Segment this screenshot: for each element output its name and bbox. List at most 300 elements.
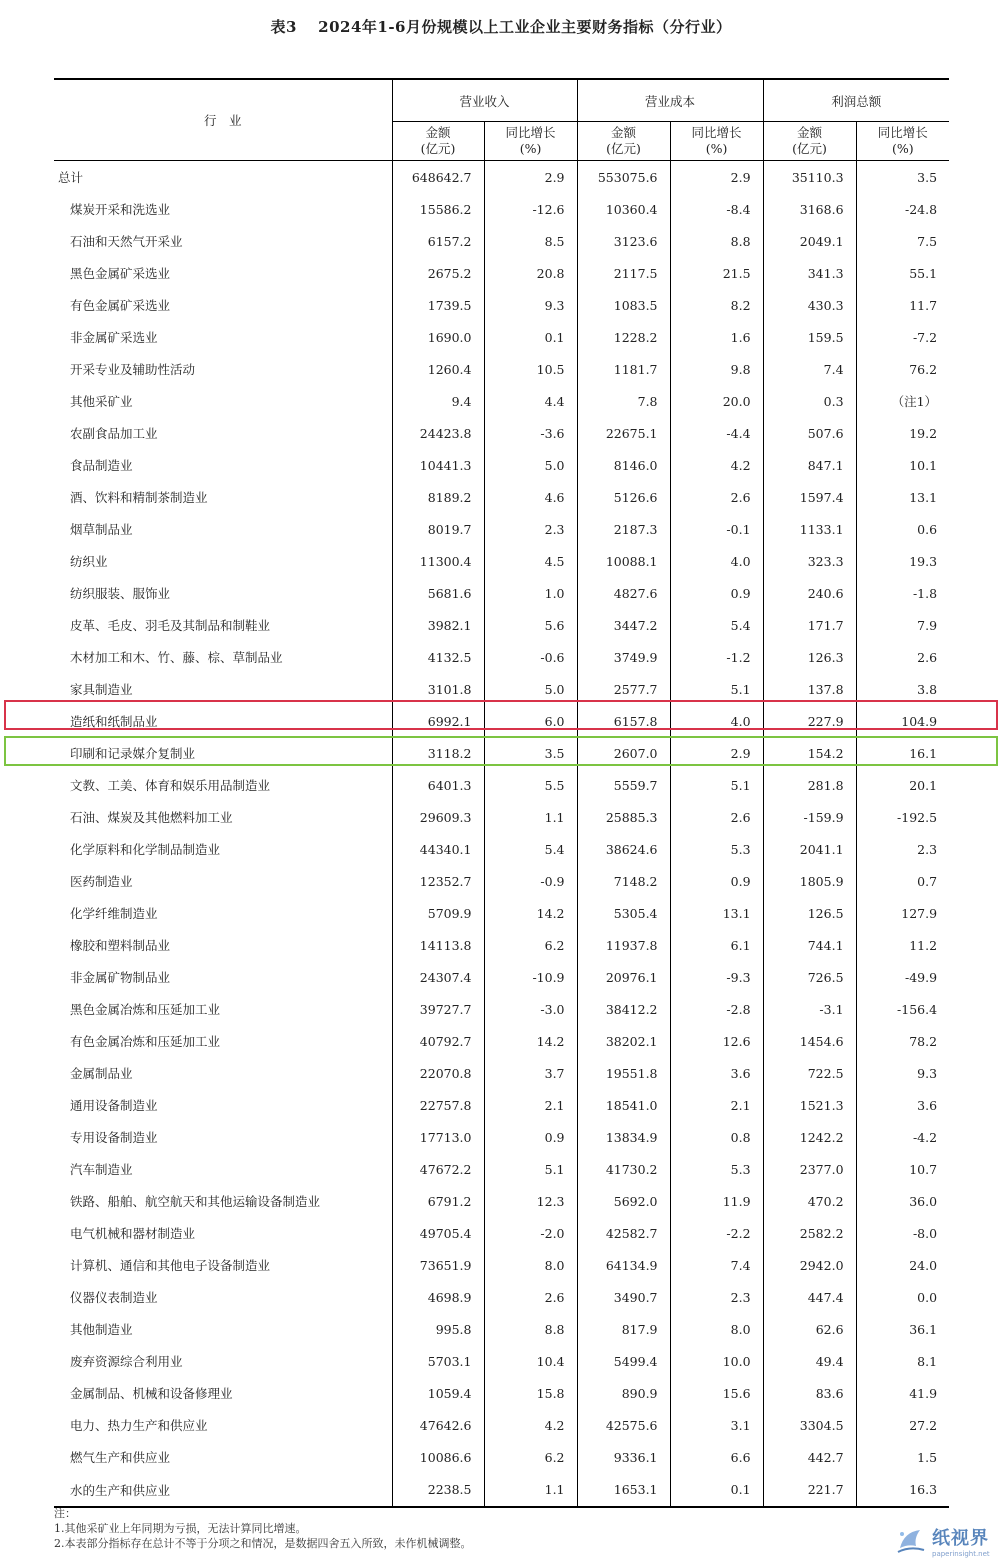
cost-growth-cell: 0.8: [670, 1121, 763, 1153]
profit-amount-cell: -159.9: [763, 801, 856, 833]
cost-amount-cell: 1228.2: [577, 321, 670, 353]
profit-growth-cell: 7.5: [856, 225, 949, 257]
cost-amount-cell: 2187.3: [577, 513, 670, 545]
table-row: [54, 1409, 949, 1441]
profit-amount-cell: 83.6: [763, 1377, 856, 1409]
revenue-amount-cell: 24307.4: [392, 961, 484, 993]
cost-header: 营业成本: [577, 79, 763, 122]
profit-growth-cell: 41.9: [856, 1377, 949, 1409]
table-row: [54, 1473, 949, 1507]
revenue-growth-cell: 14.2: [484, 897, 577, 929]
industry-name-cell: 其他采矿业: [70, 394, 133, 409]
industry-name-cell: 开采专业及辅助性活动: [70, 362, 196, 377]
revenue-growth-header: 同比增长 (%): [484, 122, 577, 161]
revenue-amount-cell: 22070.8: [392, 1057, 484, 1089]
profit-growth-cell: 24.0: [856, 1249, 949, 1281]
table-row: [54, 833, 949, 865]
watermark-url: paperinsight.net: [932, 1550, 990, 1558]
revenue-growth-cell: 9.3: [484, 289, 577, 321]
profit-growth-header: 同比增长 (%): [856, 122, 949, 161]
revenue-amount-cell: 14113.8: [392, 929, 484, 961]
industry-name-cell: 铁路、船舶、航空航天和其他运输设备制造业: [70, 1194, 321, 1209]
profit-growth-cell: 1.5: [856, 1441, 949, 1473]
revenue-growth-cell: 20.8: [484, 257, 577, 289]
profit-growth-cell: -24.8: [856, 193, 949, 225]
table-row: [54, 289, 949, 321]
cost-amount-cell: 42582.7: [577, 1217, 670, 1249]
table-row: [54, 385, 949, 417]
industry-name-cell: 石油和天然气开采业: [70, 234, 183, 249]
cost-growth-cell: 10.0: [670, 1345, 763, 1377]
profit-growth-cell: 2.3: [856, 833, 949, 865]
profit-amount-cell: 137.8: [763, 673, 856, 705]
profit-amount-cell: 3168.6: [763, 193, 856, 225]
table-row: [54, 993, 949, 1025]
revenue-growth-cell: 5.4: [484, 833, 577, 865]
table-row: [54, 449, 949, 481]
cost-amount-cell: 5559.7: [577, 769, 670, 801]
revenue-amount-cell: 40792.7: [392, 1025, 484, 1057]
profit-growth-cell: 104.9: [856, 705, 949, 737]
revenue-amount-cell: 22757.8: [392, 1089, 484, 1121]
revenue-amount-cell: 3101.8: [392, 673, 484, 705]
revenue-growth-cell: -12.6: [484, 193, 577, 225]
cost-growth-cell: -2.8: [670, 993, 763, 1025]
industry-name-cell: 石油、煤炭及其他燃料加工业: [70, 810, 233, 825]
industry-name-cell: 黑色金属矿采选业: [70, 266, 171, 281]
profit-growth-cell: 11.2: [856, 929, 949, 961]
table-row: [54, 513, 949, 545]
table-row: [54, 1377, 949, 1409]
notes-label: 注：: [54, 1507, 76, 1520]
cost-amount-cell: 41730.2: [577, 1153, 670, 1185]
profit-amount-cell: 726.5: [763, 961, 856, 993]
industry-name-cell: 有色金属矿采选业: [70, 298, 171, 313]
profit-amount-cell: 2377.0: [763, 1153, 856, 1185]
revenue-amount-cell: 5681.6: [392, 577, 484, 609]
industry-name-cell: 酒、饮料和精制茶制造业: [70, 490, 208, 505]
profit-growth-cell: 19.2: [856, 417, 949, 449]
industry-name-cell: 水的生产和供应业: [54, 1473, 392, 1507]
cost-growth-cell: 8.0: [670, 1313, 763, 1345]
profit-growth-cell: 19.3: [856, 545, 949, 577]
industry-name-cell: 煤炭开采和洗选业: [70, 202, 171, 217]
profit-amount-cell: 744.1: [763, 929, 856, 961]
table-title: 表3 2024年1-6月份规模以上工业企业主要财务指标（分行业）: [270, 18, 732, 36]
profit-growth-cell: -4.2: [856, 1121, 949, 1153]
industry-header: 行 业: [54, 79, 392, 161]
revenue-growth-cell: 4.2: [484, 1409, 577, 1441]
revenue-amount-cell: 2238.5: [392, 1473, 484, 1507]
cost-amount-cell: 38202.1: [577, 1025, 670, 1057]
revenue-amount-cell: 15586.2: [392, 193, 484, 225]
cost-growth-cell: 2.6: [670, 481, 763, 513]
industry-name-cell: 有色金属冶炼和压延加工业: [70, 1034, 221, 1049]
revenue-growth-cell: 4.5: [484, 545, 577, 577]
revenue-amount-cell: 8189.2: [392, 481, 484, 513]
industry-name-cell: 金属制品、机械和设备修理业: [70, 1386, 233, 1401]
cost-growth-cell: 3.6: [670, 1057, 763, 1089]
profit-amount-cell: 221.7: [763, 1473, 856, 1507]
revenue-amount-cell: 10441.3: [392, 449, 484, 481]
cost-amount-cell: 25885.3: [577, 801, 670, 833]
table-row: [54, 769, 949, 801]
revenue-amount-cell: 648642.7: [392, 161, 484, 194]
revenue-amount-cell: 12352.7: [392, 865, 484, 897]
revenue-growth-cell: 6.2: [484, 1441, 577, 1473]
revenue-amount-cell: 995.8: [392, 1313, 484, 1345]
table-row: [54, 1185, 949, 1217]
revenue-growth-cell: -3.6: [484, 417, 577, 449]
profit-amount-cell: 470.2: [763, 1185, 856, 1217]
cost-growth-cell: 7.4: [670, 1249, 763, 1281]
profit-amount-cell: 159.5: [763, 321, 856, 353]
industry-name-cell: 通用设备制造业: [70, 1098, 158, 1113]
note-1: 1.其他采矿业上年同期为亏损，无法计算同比增速。: [54, 1522, 307, 1535]
profit-growth-cell: 10.1: [856, 449, 949, 481]
industry-name-cell: 专用设备制造业: [70, 1130, 158, 1145]
revenue-growth-cell: -0.6: [484, 641, 577, 673]
table-row: [54, 577, 949, 609]
cost-growth-cell: 11.9: [670, 1185, 763, 1217]
revenue-growth-cell: 1.0: [484, 577, 577, 609]
cost-amount-cell: 3749.9: [577, 641, 670, 673]
table-row: [54, 1281, 949, 1313]
cost-growth-cell: -0.1: [670, 513, 763, 545]
revenue-growth-cell: 5.1: [484, 1153, 577, 1185]
cost-amount-cell: 42575.6: [577, 1409, 670, 1441]
cost-growth-cell: 2.6: [670, 801, 763, 833]
cost-amount-cell: 2117.5: [577, 257, 670, 289]
cost-amount-cell: 18541.0: [577, 1089, 670, 1121]
table-row: [54, 1025, 949, 1057]
industry-name-cell: 印刷和记录媒介复制业: [70, 746, 196, 761]
revenue-amount-cell: 73651.9: [392, 1249, 484, 1281]
profit-amount-cell: 49.4: [763, 1345, 856, 1377]
table-row: [54, 225, 949, 257]
cost-growth-cell: -4.4: [670, 417, 763, 449]
industry-name-cell: 废弃资源综合利用业: [70, 1354, 183, 1369]
revenue-growth-cell: 5.6: [484, 609, 577, 641]
profit-amount-header: 金额 (亿元): [763, 122, 856, 161]
industry-name-cell: 总计: [58, 170, 84, 185]
cost-amount-cell: 4827.6: [577, 577, 670, 609]
profit-growth-cell: -192.5: [856, 801, 949, 833]
cost-growth-cell: 5.3: [670, 833, 763, 865]
cost-amount-cell: 2607.0: [577, 737, 670, 769]
revenue-amount-cell: 24423.8: [392, 417, 484, 449]
table-row: [54, 1313, 949, 1345]
revenue-growth-cell: 2.1: [484, 1089, 577, 1121]
table-row: [54, 609, 949, 641]
profit-amount-cell: 1454.6: [763, 1025, 856, 1057]
table-row: [54, 353, 949, 385]
cost-growth-cell: 6.6: [670, 1441, 763, 1473]
revenue-growth-cell: 10.4: [484, 1345, 577, 1377]
profit-growth-cell: 0.6: [856, 513, 949, 545]
profit-growth-cell: 36.0: [856, 1185, 949, 1217]
cost-growth-cell: 3.1: [670, 1409, 763, 1441]
revenue-amount-cell: 6992.1: [392, 705, 484, 737]
table-row: [54, 417, 949, 449]
cost-amount-cell: 1181.7: [577, 353, 670, 385]
revenue-amount-cell: 2675.2: [392, 257, 484, 289]
revenue-growth-cell: 2.3: [484, 513, 577, 545]
profit-amount-cell: 35110.3: [763, 161, 856, 194]
cost-growth-cell: 13.1: [670, 897, 763, 929]
revenue-amount-cell: 44340.1: [392, 833, 484, 865]
revenue-growth-cell: 6.0: [484, 705, 577, 737]
cost-amount-cell: 20976.1: [577, 961, 670, 993]
cost-amount-cell: 6157.8: [577, 705, 670, 737]
industry-name-cell: 皮革、毛皮、羽毛及其制品和制鞋业: [70, 618, 271, 633]
cost-amount-cell: 1653.1: [577, 1473, 670, 1507]
revenue-growth-cell: 2.6: [484, 1281, 577, 1313]
revenue-growth-cell: -0.9: [484, 865, 577, 897]
profit-amount-cell: 154.2: [763, 737, 856, 769]
revenue-amount-cell: 17713.0: [392, 1121, 484, 1153]
revenue-amount-cell: 29609.3: [392, 801, 484, 833]
revenue-growth-cell: 2.9: [484, 161, 577, 194]
revenue-growth-cell: 3.5: [484, 737, 577, 769]
revenue-amount-cell: 5709.9: [392, 897, 484, 929]
industry-name-cell: 食品制造业: [70, 458, 133, 473]
cost-amount-cell: 5692.0: [577, 1185, 670, 1217]
table-row: [54, 1249, 949, 1281]
cost-growth-cell: 9.8: [670, 353, 763, 385]
industry-name-cell: 汽车制造业: [70, 1162, 133, 1177]
profit-growth-cell: 0.7: [856, 865, 949, 897]
revenue-growth-cell: -3.0: [484, 993, 577, 1025]
revenue-growth-cell: 4.6: [484, 481, 577, 513]
revenue-amount-cell: 6157.2: [392, 225, 484, 257]
industry-name-cell: 农副食品加工业: [70, 426, 158, 441]
industry-name-cell: 文教、工美、体育和娱乐用品制造业: [70, 778, 271, 793]
table-row: [54, 897, 949, 929]
profit-growth-cell: （注1）: [856, 385, 949, 417]
revenue-growth-cell: 12.3: [484, 1185, 577, 1217]
profit-amount-cell: 3304.5: [763, 1409, 856, 1441]
cost-growth-cell: 4.0: [670, 545, 763, 577]
highlight-box-green: [4, 736, 998, 766]
table-row: [54, 1441, 949, 1473]
cost-growth-cell: 20.0: [670, 385, 763, 417]
revenue-growth-cell: 6.2: [484, 929, 577, 961]
revenue-amount-cell: 5703.1: [392, 1345, 484, 1377]
industry-name-cell: 化学原料和化学制品制造业: [70, 842, 221, 857]
cost-amount-cell: 7.8: [577, 385, 670, 417]
industry-name-cell: 电气机械和器材制造业: [70, 1226, 196, 1241]
industry-name-cell: 化学纤维制造业: [70, 906, 158, 921]
revenue-growth-cell: 14.2: [484, 1025, 577, 1057]
table-row: [54, 961, 949, 993]
cost-growth-cell: 0.9: [670, 865, 763, 897]
revenue-growth-cell: 15.8: [484, 1377, 577, 1409]
cost-growth-cell: -2.2: [670, 1217, 763, 1249]
revenue-amount-cell: 1260.4: [392, 353, 484, 385]
highlight-box-red: [4, 700, 998, 730]
profit-amount-cell: 1133.1: [763, 513, 856, 545]
cost-growth-cell: 0.9: [670, 577, 763, 609]
revenue-growth-cell: 10.5: [484, 353, 577, 385]
profit-growth-cell: -49.9: [856, 961, 949, 993]
cost-growth-cell: 2.9: [670, 737, 763, 769]
table-row: [54, 641, 949, 673]
profit-amount-cell: 2582.2: [763, 1217, 856, 1249]
revenue-amount-cell: 6401.3: [392, 769, 484, 801]
cost-amount-cell: 38412.2: [577, 993, 670, 1025]
cost-amount-cell: 2577.7: [577, 673, 670, 705]
profit-amount-cell: 323.3: [763, 545, 856, 577]
profit-amount-cell: 507.6: [763, 417, 856, 449]
profit-growth-cell: -8.0: [856, 1217, 949, 1249]
cost-growth-cell: 6.1: [670, 929, 763, 961]
cost-growth-cell: 5.3: [670, 1153, 763, 1185]
profit-growth-cell: 7.9: [856, 609, 949, 641]
profit-growth-cell: 76.2: [856, 353, 949, 385]
financial-indicators-table: [54, 78, 949, 1508]
profit-amount-cell: 1597.4: [763, 481, 856, 513]
profit-amount-cell: 227.9: [763, 705, 856, 737]
revenue-amount-cell: 4698.9: [392, 1281, 484, 1313]
cost-amount-cell: 890.9: [577, 1377, 670, 1409]
cost-growth-cell: 12.6: [670, 1025, 763, 1057]
cost-amount-cell: 9336.1: [577, 1441, 670, 1473]
cost-amount-cell: 3490.7: [577, 1281, 670, 1313]
revenue-header: 营业收入: [392, 79, 577, 122]
revenue-amount-cell: 4132.5: [392, 641, 484, 673]
cost-amount-cell: 22675.1: [577, 417, 670, 449]
profit-amount-cell: 281.8: [763, 769, 856, 801]
profit-growth-cell: 16.3: [856, 1473, 949, 1507]
industry-name-cell: 黑色金属冶炼和压延加工业: [70, 1002, 221, 1017]
cost-growth-cell: 0.1: [670, 1473, 763, 1507]
industry-name-cell: 非金属矿物制品业: [70, 970, 171, 985]
watermark: [894, 1518, 994, 1564]
profit-growth-cell: 78.2: [856, 1025, 949, 1057]
cost-growth-cell: 5.1: [670, 673, 763, 705]
profit-amount-cell: 126.3: [763, 641, 856, 673]
profit-growth-cell: 2.6: [856, 641, 949, 673]
revenue-growth-cell: 5.0: [484, 449, 577, 481]
industry-name-cell: 金属制品业: [70, 1066, 133, 1081]
profit-growth-cell: 10.7: [856, 1153, 949, 1185]
profit-growth-cell: 3.8: [856, 673, 949, 705]
cost-growth-cell: 2.3: [670, 1281, 763, 1313]
profit-amount-cell: 442.7: [763, 1441, 856, 1473]
revenue-growth-cell: 0.9: [484, 1121, 577, 1153]
revenue-amount-cell: 3982.1: [392, 609, 484, 641]
revenue-amount-cell: 1690.0: [392, 321, 484, 353]
profit-amount-cell: 1521.3: [763, 1089, 856, 1121]
industry-name-cell: 计算机、通信和其他电子设备制造业: [70, 1258, 271, 1273]
profit-header: 利润总额: [763, 79, 949, 122]
cost-amount-cell: 1083.5: [577, 289, 670, 321]
cost-growth-header: 同比增长 (%): [670, 122, 763, 161]
profit-growth-cell: -7.2: [856, 321, 949, 353]
revenue-amount-cell: 1059.4: [392, 1377, 484, 1409]
cost-growth-cell: 5.1: [670, 769, 763, 801]
profit-amount-cell: 126.5: [763, 897, 856, 929]
profit-amount-cell: 2049.1: [763, 225, 856, 257]
profit-amount-cell: 62.6: [763, 1313, 856, 1345]
cost-growth-cell: 8.8: [670, 225, 763, 257]
revenue-growth-cell: 4.4: [484, 385, 577, 417]
profit-growth-cell: 3.6: [856, 1089, 949, 1121]
cost-growth-cell: 15.6: [670, 1377, 763, 1409]
profit-growth-cell: 13.1: [856, 481, 949, 513]
cost-growth-cell: 2.1: [670, 1089, 763, 1121]
industry-name-cell: 医药制造业: [70, 874, 133, 889]
revenue-amount-cell: 47642.6: [392, 1409, 484, 1441]
profit-growth-cell: 20.1: [856, 769, 949, 801]
revenue-amount-cell: 3118.2: [392, 737, 484, 769]
profit-growth-cell: 9.3: [856, 1057, 949, 1089]
cost-growth-cell: 1.6: [670, 321, 763, 353]
note-2: 2.本表部分指标存在总计不等于分项之和情况，是数据四舍五入所致，未作机械调整。: [54, 1537, 472, 1550]
table-row: [54, 1345, 949, 1377]
cost-growth-cell: -1.2: [670, 641, 763, 673]
table-body: [54, 161, 949, 1508]
cost-amount-cell: 5126.6: [577, 481, 670, 513]
revenue-growth-cell: 8.5: [484, 225, 577, 257]
profit-growth-cell: 8.1: [856, 1345, 949, 1377]
cost-amount-cell: 3447.2: [577, 609, 670, 641]
profit-amount-cell: 240.6: [763, 577, 856, 609]
table-row: [54, 257, 949, 289]
revenue-growth-cell: 8.0: [484, 1249, 577, 1281]
profit-growth-cell: 27.2: [856, 1409, 949, 1441]
profit-amount-cell: 430.3: [763, 289, 856, 321]
revenue-amount-cell: 1739.5: [392, 289, 484, 321]
industry-name-cell: 纺织业: [70, 554, 108, 569]
profit-amount-cell: 2942.0: [763, 1249, 856, 1281]
revenue-growth-cell: -2.0: [484, 1217, 577, 1249]
table-row: [54, 929, 949, 961]
industry-name-cell: 纺织服装、服饰业: [70, 586, 171, 601]
profit-amount-cell: 447.4: [763, 1281, 856, 1313]
cost-amount-cell: 10088.1: [577, 545, 670, 577]
industry-name-cell: 仪器仪表制造业: [70, 1290, 158, 1305]
cost-amount-cell: 11937.8: [577, 929, 670, 961]
revenue-amount-cell: 10086.6: [392, 1441, 484, 1473]
cost-growth-cell: -8.4: [670, 193, 763, 225]
table-row: [54, 801, 949, 833]
revenue-growth-cell: 1.1: [484, 1473, 577, 1507]
revenue-amount-cell: 9.4: [392, 385, 484, 417]
profit-growth-cell: 55.1: [856, 257, 949, 289]
industry-name-cell: 非金属矿采选业: [70, 330, 158, 345]
profit-amount-cell: 171.7: [763, 609, 856, 641]
table-row: [54, 1089, 949, 1121]
table-row: [54, 1121, 949, 1153]
revenue-growth-cell: 5.5: [484, 769, 577, 801]
cost-growth-cell: -9.3: [670, 961, 763, 993]
revenue-growth-cell: 8.8: [484, 1313, 577, 1345]
profit-growth-cell: -156.4: [856, 993, 949, 1025]
profit-growth-cell: 3.5: [856, 161, 949, 194]
cost-growth-cell: 4.2: [670, 449, 763, 481]
table-row: [54, 1217, 949, 1249]
profit-amount-cell: 0.3: [763, 385, 856, 417]
footnotes: [54, 1506, 472, 1551]
cost-amount-cell: 7148.2: [577, 865, 670, 897]
table-row: [54, 545, 949, 577]
revenue-growth-cell: 3.7: [484, 1057, 577, 1089]
industry-name-cell: 木材加工和木、竹、藤、棕、草制品业: [70, 650, 283, 665]
watermark-name: 纸视界: [932, 1528, 989, 1549]
cost-amount-cell: 64134.9: [577, 1249, 670, 1281]
